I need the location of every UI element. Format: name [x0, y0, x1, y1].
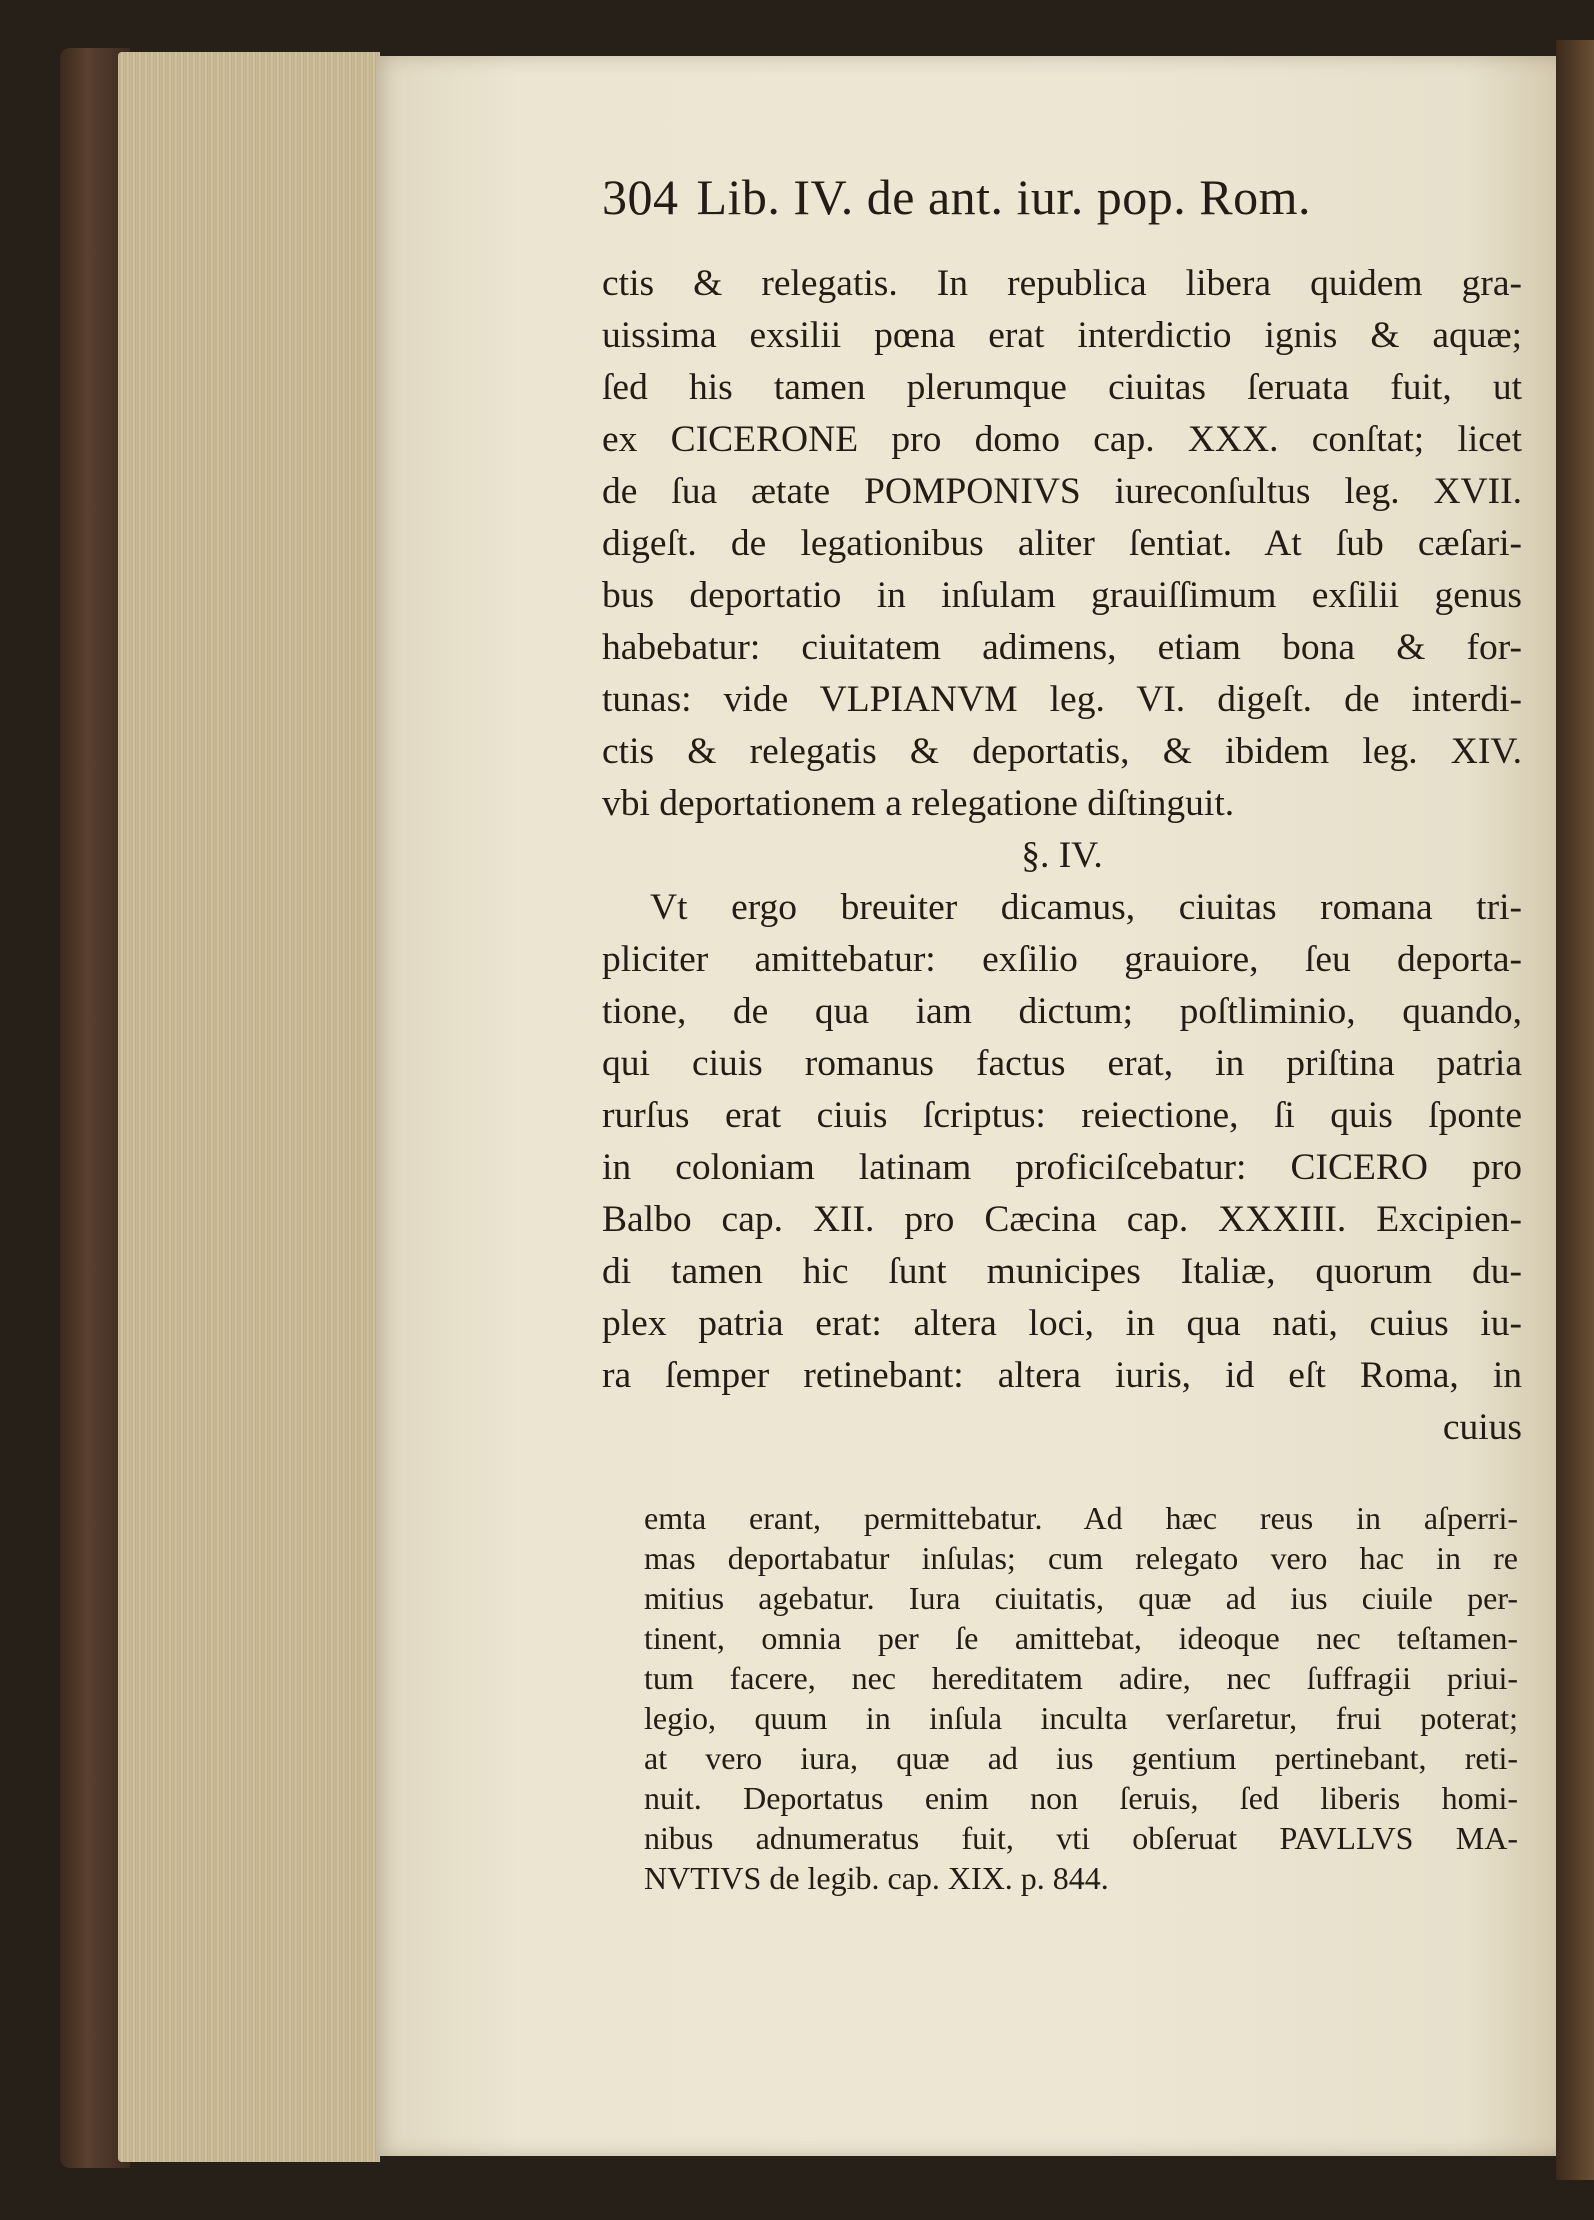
footnote-line: emta erant, permittebatur. Ad hæc reus in aſperri- — [644, 1500, 1518, 1536]
text-line: tione, de qua iam dictum; poſtliminio, quando, — [602, 991, 1522, 1032]
footnote-line: legio, quum in inſula inculta verſaretur, frui poterat; — [644, 1700, 1518, 1736]
text-line: bus deportatio in inſulam grauiſſimum exſilii genus — [602, 575, 1522, 616]
text-line: Balbo cap. XII. pro Cæcina cap. XXXIII. Excipien- — [602, 1199, 1522, 1240]
text-line: Vt ergo breuiter dicamus, ciuitas romana tri- — [650, 887, 1522, 928]
text-line: qui ciuis romanus factus erat, in priſtina patria — [602, 1043, 1522, 1084]
facing-page-edge — [1556, 40, 1594, 2180]
footnote-line: tum facere, nec hereditatem adire, nec ſuffragii priui- — [644, 1660, 1518, 1696]
text-line: di tamen hic ſunt municipes Italiæ, quorum du- — [602, 1251, 1522, 1292]
text-line: plex patria erat: altera loci, in qua nati, cuius iu- — [602, 1303, 1522, 1344]
text-line: ctis & relegatis & deportatis, & ibidem leg. XIV. — [602, 731, 1522, 772]
text-line: ra ſemper retinebant: altera iuris, id eſt Roma, in — [602, 1355, 1522, 1396]
text-line: de ſua ætate POMPONIVS iureconſultus leg. XVII. — [602, 471, 1522, 512]
footnote-block — [644, 1498, 1518, 1898]
footnote-line: NVTIVS de legib. cap. XIX. p. 844. — [644, 1860, 1109, 1896]
text-line: habebatur: ciuitatem adimens, etiam bona & for- — [602, 627, 1522, 668]
running-title: Lib. IV. de ant. iur. pop. Rom. — [696, 169, 1312, 225]
text-line: rurſus erat ciuis ſcriptus: reiectione, ſi quis ſponte — [602, 1095, 1522, 1136]
text-line: digeſt. de legationibus aliter ſentiat. At ſub cæſari- — [602, 523, 1522, 564]
footnote-line: at vero iura, quæ ad ius gentium pertinebant, reti- — [644, 1740, 1518, 1776]
text-line: pliciter amittebatur: exſilio grauiore, ſeu deporta- — [602, 939, 1522, 980]
text-line: tunas: vide VLPIANVM leg. VI. digeſt. de interdi- — [602, 679, 1522, 720]
catchword: cuius — [1442, 1407, 1522, 1448]
text-line: ſed his tamen plerumque ciuitas ſeruata fuit, ut — [602, 367, 1522, 408]
text-line: vbi deportationem a relegatione diſtinguit. — [602, 783, 1235, 824]
footnote-line: tinent, omnia per ſe amittebat, ideoque nec teſtamen- — [644, 1620, 1518, 1656]
footnote-line: nuit. Deportatus enim non ſeruis, ſed liberis homi- — [644, 1780, 1518, 1816]
text-line: uissima exsilii pœna erat interdictio ignis & aquæ; — [602, 315, 1522, 356]
running-header — [602, 168, 1311, 226]
main-text-block — [602, 258, 1522, 1454]
text-line: ex CICERONE pro domo cap. XXX. conſtat; licet — [602, 419, 1522, 460]
text-line: ctis & relegatis. In republica libera quidem gra- — [602, 263, 1522, 304]
page-number: 304 — [602, 169, 679, 225]
section-heading: §. IV. — [1021, 835, 1103, 876]
footnote-line: nibus adnumeratus fuit, vti obſeruat PAVLLVS MA- — [644, 1820, 1518, 1856]
page-edges — [118, 52, 380, 2162]
footnote-line: mitius agebatur. Iura ciuitatis, quæ ad ius ciuile per- — [644, 1580, 1518, 1616]
text-line: in coloniam latinam proficiſcebatur: CICERO pro — [602, 1147, 1522, 1188]
footnote-line: mas deportabatur inſulas; cum relegato vero hac in re — [644, 1540, 1518, 1576]
